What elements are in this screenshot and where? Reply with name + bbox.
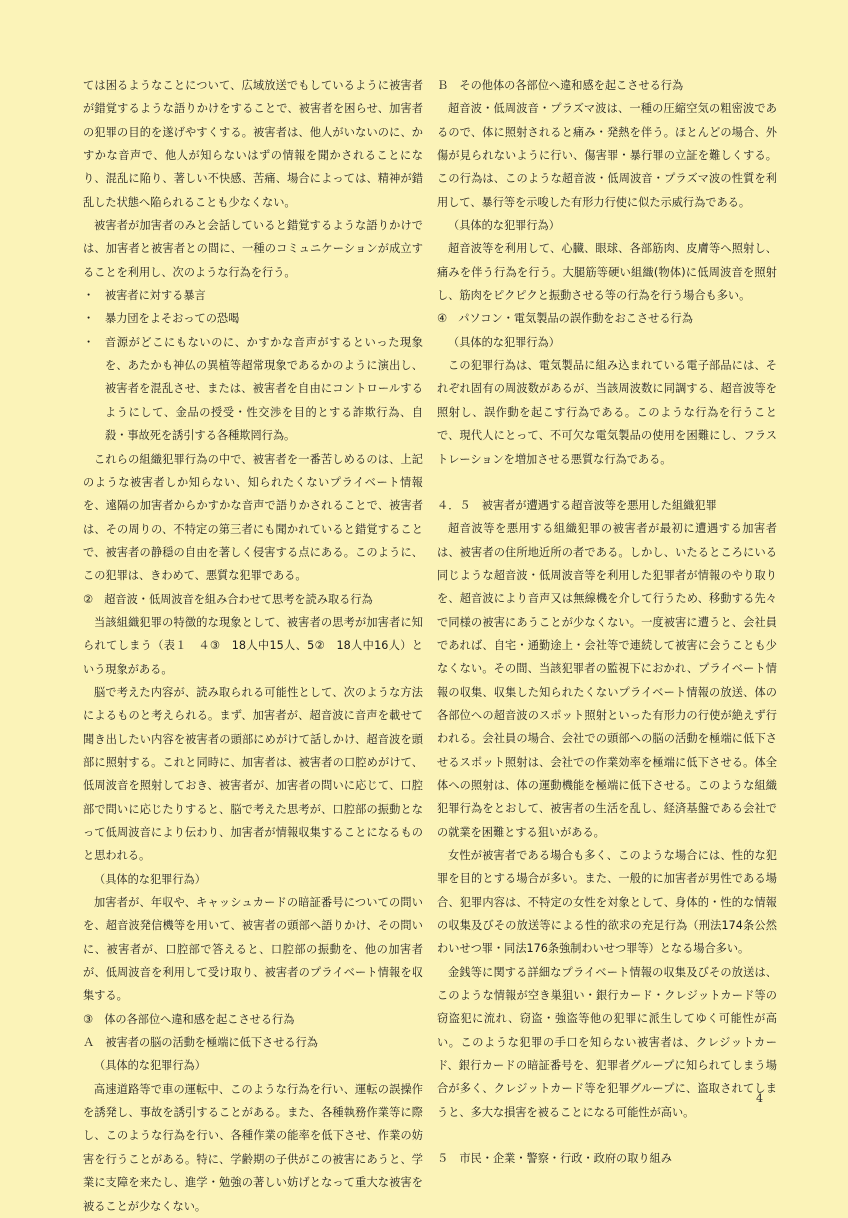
paragraph-text: 音源がどこにもないのに、かすかな音声がするといった現象を、あたかも神仏の異植等超常現象であるかのように演出し、被害者を混乱させ、または、被害者を自由にコントロールするようにして、金品の授受・性交渉を目的とする詐欺行為、自殺・事故死を誘引する各種欺罔行為。 xyxy=(105,335,423,443)
paragraph-text: これらの組織犯罪行為の中で、被害者を一番苦しめるのは、上記のような被害者しか知らない、知られたくないプライベート情報を、遠隔の加害者からかすかな音声で語りかされることで、被害者は、その周りの、不特定の第三者にも聞かれていると錯覚することで、被害者の静穏の自由を著しく侵害する点にある。このように、この犯罪は、きわめて、悪質な犯罪である。 xyxy=(83,452,423,583)
paragraph xyxy=(83,1054,423,1077)
paragraph-text: 脳で考えた内容が、読み取られる可能性として、次のような方法によるものと考えられる。まず、加害者が、超音波に音声を載せて聞き出したい内容を被害者の頭部にめがけて話しかけ、超音波を頭部に照射する。これと同時に、加害者は、被害者の口腔めがけて、低周波音を照射しておき、被害者が、加害者の問いに応じて、口腔部で問いに応じたりすると、脳で考えた思考が、口腔部の振動となって低周波音により伝わり、加害者が情報収集することになるものと思われる。 xyxy=(83,685,423,863)
paragraph xyxy=(437,844,777,961)
paragraph-text: （具体的な犯罪行為） xyxy=(94,872,206,886)
paragraph xyxy=(83,448,423,588)
paragraph xyxy=(437,331,777,354)
paragraph xyxy=(83,891,423,1008)
section-heading xyxy=(83,1008,423,1031)
section-heading xyxy=(83,1031,423,1054)
paragraph xyxy=(437,97,777,214)
bullet-mark: ・ xyxy=(83,289,95,303)
bullet-item xyxy=(83,331,423,448)
paragraph xyxy=(437,214,777,237)
paragraph-text: ５ 市民・企業・警察・行政・政府の取り組み xyxy=(437,1152,672,1166)
paragraph xyxy=(437,961,777,1124)
paragraph-text: 高速道路等で車の運転中、このような行為を行い、運転の誤操作を誘発し、事故を誘引することがある。また、各種執務作業等に際し、このような行為を行い、各種作業の能率を低下させ、作業の妨害を行うことがある。特に、学齢期の子供がこの被害にあうと、学業に支障を来たし、進学・勉強の著しい妨げとなって重大な被害を被ることが少なくない。 xyxy=(83,1082,423,1213)
paragraph xyxy=(83,868,423,891)
page-number: 4 xyxy=(756,1092,763,1105)
section-heading xyxy=(437,307,777,330)
paragraph xyxy=(83,611,423,681)
paragraph-text: （具体的な犯罪行為） xyxy=(448,335,560,349)
paragraph xyxy=(83,681,423,868)
paragraph xyxy=(83,214,423,284)
paragraph-text: （具体的な犯罪行為） xyxy=(448,219,560,233)
paragraph-text: 超音波等を利用して、心臓、眼球、各部筋肉、皮膚等へ照射し、痛みを伴う行為を行う。大腿筋等硬い組織(物体)に低周波音を照射し、筋肉をピクピクと振動させる等の行為を行う場合も多い。 xyxy=(437,242,777,303)
paragraph-text: 当該組織犯罪の特徴的な現象として、被害者の思考が加害者に知られてしまう（表１ ４③ 18人中15人、5② 18人中16人）という現象がある。 xyxy=(83,615,423,676)
paragraph xyxy=(83,1078,423,1218)
bullet-item xyxy=(83,284,423,307)
bullet-item xyxy=(83,307,423,330)
paragraph-text: ③ 体の各部位へ違和感を起こさせる行為 xyxy=(83,1012,295,1026)
paragraph-text: 女性が被害者である場合も多く、このような場合には、性的な犯罪を目的とする場合が多い。また、一般的に加害者が男性である場合、犯罪内容は、不特定の女性を対象として、身体的・性的な情報の収集及びその放送等による性的欲求の充足行為（刑法174条公然わいせつ罪・同法176条強制わいせつ罪等）となる場合多い。 xyxy=(437,849,777,956)
paragraph-text: 被害者に対する暴言 xyxy=(105,289,206,303)
paragraph-text: ④ パソコン・電気製品の誤作動をおこさせる行為 xyxy=(437,312,693,326)
paragraph-text: ② 超音波・低周波音を組み合わせて思考を読み取る行為 xyxy=(83,592,373,606)
bullet-mark: ・ xyxy=(83,312,95,326)
paragraph-text: この犯罪行為は、電気製品に組み込まれている電子部品には、それぞれ固有の周波数があるが、当該周波数に同調する、超音波等を照射し、誤作動を起こす行為である。このような行為を行うことで、現代人にとって、不可欠な電気製品の使用を困難にし、フラストレーションを増加させる悪質な行為である。 xyxy=(437,359,777,466)
paragraph xyxy=(437,354,777,471)
paragraph-text: 被害者が加害者のみと会話していると錯覚するような語りかけでは、加害者と被害者との間に、一種のコミュニケーションが成立することを利用し、次のような行為を行う。 xyxy=(83,219,423,279)
paragraph xyxy=(83,74,423,214)
bullet-mark: ・ xyxy=(83,335,95,349)
paragraph xyxy=(437,517,777,844)
paragraph-text: 超音波等を悪用する組織犯罪の被害者が最初に遭遇する加害者は、被害者の住所地近所の者である。しかし、いたるところにいる同じような超音波・低周波音等を利用した犯罪者が情報のやり取りを、超音波により音声又は無線機を介して行うため、移動する先々で同様の被害にあうことが少なくない。一度被害に遭うと、会社員であれば、自宅・通勤途上・会社等で連続して被害に会うことも少なくない。その間、当該犯罪者の監視下におかれ、プライベート情報の収集、収集した知られたくないプライベート情報の放送、体の各部位への超音波のスポット照射といった有形力の行使が絶えず行われる。会社員の場合、会社での頭部への脳の活動を極端に低下させるスポット照射は、会社での作業効率を極端に低下させる。体全体への照射は、体の運動機能を極端に低下させる。このような組織犯罪行為をとおして、被害者の生活を乱し、経済基盤である会社での就業を困難とする狙いがある。 xyxy=(437,522,777,839)
paragraph xyxy=(437,237,777,307)
paragraph-text: Ｂ その他体の各部位へ違和感を起こさせる行為 xyxy=(437,79,684,92)
paragraph-text: 加害者が、年収や、キャッシュカードの暗証番号についての問いを、超音波発信機等を用いて、被害者の頭部へ語りかけ、その問いに、被害者が、口腔部で答えると、口腔部の振動を、他の加害者が、低周波音を利用して受け取り、被害者のプライベート情報を収集する。 xyxy=(83,896,423,1003)
section-heading xyxy=(437,1147,777,1170)
section-heading xyxy=(83,588,423,611)
section-heading xyxy=(437,74,777,97)
right-column xyxy=(437,74,777,1170)
paragraph-text: 金銭等に関する詳細なプライベート情報の収集及びその放送は、このような情報が空き巣狙い・銀行カード・クレジットカード等の窃盗犯に流れ、窃盗・強盗等他の犯罪に派生してゆく可能性が高い。このような犯罪の手口を知らない被害者は、クレジットカード、銀行カードの暗証番号を、犯罪者グループに知られてしまう場合が多く、クレジットカード等を犯罪グループに、盗取されてしまうと、多大な損害を被ることになる可能性が高い。 xyxy=(437,965,777,1119)
paragraph-text: 超音波・低周波音・プラズマ波は、一種の圧縮空気の粗密波であるので、体に照射されると痛み・発熱を伴う。ほとんどの場合、外傷が見られないように行い、傷害罪・暴行罪の立証を難しくする。この行為は、このような超音波・低周波音・プラズマ波の性質を利用して、暴行等を示唆した有形力行使に似た示威行為である。 xyxy=(437,102,777,209)
paragraph-text: Ａ 被害者の脳の活動を極端に低下させる行為 xyxy=(83,1036,318,1050)
paragraph-text: ては困るようなことについて、広域放送でもしているように被害者が錯覚するような語りかけをすることで、被害者を困らせ、加害者の犯罪の目的を遂げやすくする。被害者は、他人がいないのに、かすかな音声で、他人が知らないはずの情報を聞かされることになり、混乱に陥り、著しい不快感、苦痛、場合によっては、精神が錯乱した状態へ陥られることも少なくない。 xyxy=(83,79,423,209)
paragraph-text: ４．５ 被害者が遭遇する超音波等を悪用した組織犯罪 xyxy=(437,498,717,512)
paragraph-text: （具体的な犯罪行為） xyxy=(94,1059,206,1073)
section-heading xyxy=(437,494,777,517)
paragraph-text: 暴力団をよそおっての恐喝 xyxy=(105,312,240,326)
left-column xyxy=(83,74,423,1218)
